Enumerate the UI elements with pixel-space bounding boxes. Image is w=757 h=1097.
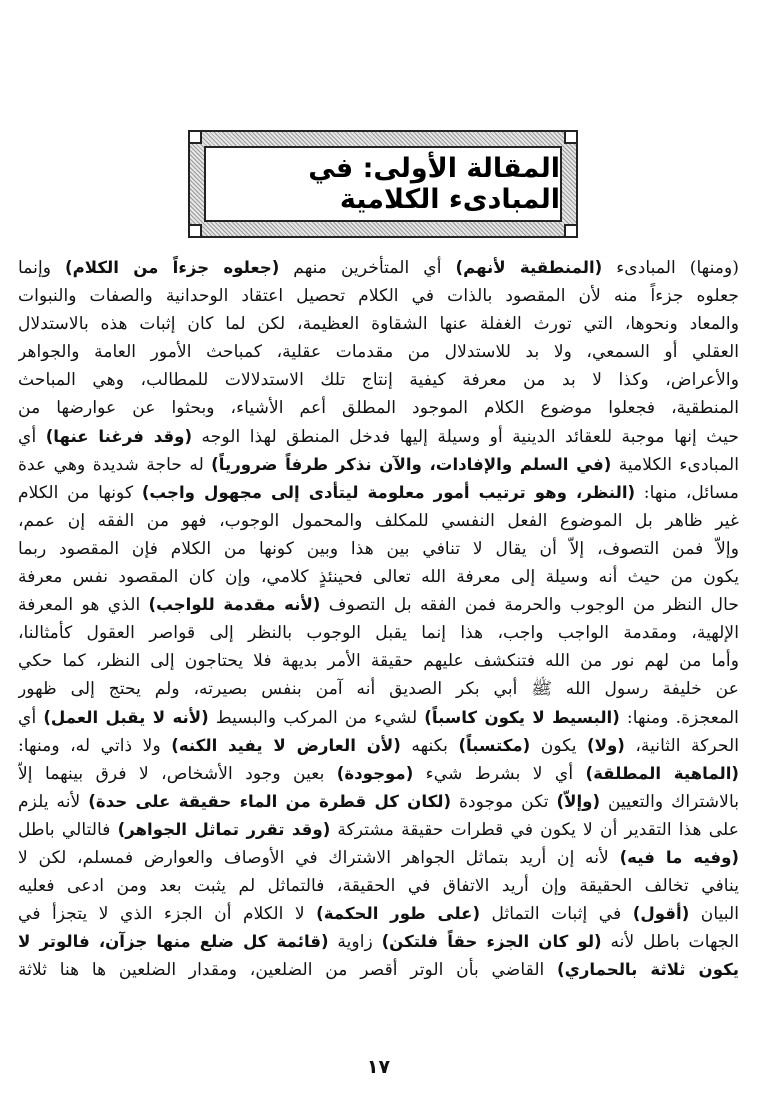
text-segment: عن خليفة رسول الله ﷺ أبي بكر الصديق أنه آمن بنفس بصيرته، ولم يحتج إلى ظهور [18, 679, 739, 700]
text-line [18, 844, 739, 872]
text-segment: حيث إنها موجبة للعقائد الدينية أو وسيلة إليها فدخل المنطق لهذا الوجه [192, 426, 739, 447]
text-segment: الجهات باطل لأنه [601, 932, 739, 953]
text-line [18, 647, 739, 675]
text-segment: لا الكلام أن الجزء الذي لا يتجزأ في [18, 904, 317, 925]
text-segment: أي [18, 707, 44, 728]
text-segment: بعين وجود الأشخاص، لا فرق بينهما إلاّ [18, 763, 337, 784]
bold-segment: (لو كان الجزء حقاً فلتكن) [381, 932, 602, 952]
text-line [18, 535, 739, 563]
text-segment: يكون من حيث أنه وسيلة إلى معرفة الله تعالى فحينئذٍ كلامي، وإن كان المقصود نفس معرفة [18, 567, 739, 588]
text-segment: تكن موجودة [451, 791, 557, 812]
text-segment: المنطقية، فجعلوا موضوع الكلام الموجود المطلق أعم الأشياء، وبحثوا عن عوارضها من [18, 398, 739, 419]
text-segment: والمعاد ونحوها، التي تورث الغفلة عنها الشقاوة العظيمة، لكن لما كان إثبات هذه بالاستدلال [18, 314, 739, 335]
title-frame [188, 130, 578, 238]
bold-segment: (قائمة كل ضلع منها جزآن، فالوتر لا [18, 932, 329, 952]
bold-segment: (ولا) [587, 735, 625, 755]
text-line [18, 507, 739, 535]
text-line [18, 619, 739, 647]
bold-segment: (على طور الحكمة) [316, 904, 481, 924]
text-segment: له حاجة شديدة وهي عدة [18, 454, 212, 475]
body-text [18, 254, 739, 984]
text-segment: كونها من الكلام [18, 482, 142, 503]
text-line [18, 254, 739, 282]
text-line [18, 704, 739, 732]
title-box [204, 146, 562, 222]
text-segment: في إثبات التماثل [480, 904, 633, 925]
text-segment: زاوية [328, 932, 382, 953]
text-line [18, 816, 739, 844]
text-line [18, 451, 739, 479]
text-segment: البيان [689, 904, 739, 925]
bold-segment: (في السلم والإفادات، والآن نذكر طرفاً ضرورياً) [211, 454, 612, 474]
text-segment: بكنهه [400, 735, 459, 756]
bold-segment: (جعلوه جزءاً من الكلام) [65, 258, 280, 277]
bold-segment: (الماهية المطلقة) [585, 763, 739, 783]
text-segment: وأما من لهم نور من الله فتنكشف عليهم حقيقة الأمر بديهة فلا يحتاجون إلى النظر، كما حكي [18, 651, 739, 672]
text-line [18, 928, 739, 956]
bold-segment: (وإلاّ) [556, 791, 601, 811]
text-line [18, 591, 739, 619]
text-segment: الحركة الثانية، [624, 735, 739, 756]
text-segment: على هذا التقدير أن لا يكون في قطرات حقيقة مشتركة [330, 819, 739, 840]
text-segment: فالتالي باطل [18, 819, 118, 840]
text-segment: (ومنها) المبادىء [602, 258, 739, 278]
bold-segment: (المنطقية لأنهم) [455, 258, 603, 277]
text-segment: أي [18, 426, 46, 447]
bold-segment: (لأن العارض لا يفيد الكنه) [171, 735, 401, 755]
text-line [18, 338, 739, 366]
text-segment: والأعراض، وكذا لا بد من معرفة كيفية إنتاج تلك الاستدلالات للمطالب، وهي المباحث [18, 370, 739, 391]
text-line [18, 900, 739, 928]
text-segment: أي المتأخرين منهم [279, 258, 456, 278]
text-segment: غير ظاهر بل الموضوع الفعل النفسي للمكلف والمحمول الوجوب، فهو من الفقه إن عمم، [18, 510, 739, 531]
text-segment: يكون [530, 735, 587, 756]
bold-segment: (أقول) [632, 904, 690, 924]
text-line [18, 788, 739, 816]
bold-segment: (لأنه لا يقبل العمل) [43, 707, 209, 727]
bold-segment: (النظر، وهو ترتيب أمور معلومة ليتأدى إلى مجهول واجب) [141, 482, 636, 502]
text-line [18, 310, 739, 338]
text-segment: المبادىء الكلامية [611, 454, 739, 475]
bold-segment: (مكتسباً) [458, 735, 531, 755]
text-line [18, 872, 739, 900]
text-segment: مسائل، منها: [635, 482, 739, 503]
text-segment: بالاشتراك والتعيين [600, 791, 739, 812]
text-line [18, 760, 739, 788]
text-segment: لأنه إن أريد بتماثل الجواهر الاشتراك في الأوصاف والعوارض فمسلم، لكن لا [18, 847, 620, 868]
text-line [18, 282, 739, 310]
text-segment: العقلي أو السمعي، ولا بد للاستدلال من مقدمات عقلية، كمباحث الأمور العامة والجواهر [18, 342, 739, 363]
page-number: ١٧ [366, 1056, 391, 1078]
text-segment: حال النظر من الوجوب والحرمة فمن الفقه بل التصوف [320, 595, 739, 616]
text-segment: أي لا بشرط شيء [413, 763, 586, 784]
text-segment: القاضي بأن الوتر أقصر من الضلعين، ومقدار الضلعين ها هنا ثلاثة [18, 960, 558, 981]
bold-segment: (وفيه ما فيه) [619, 847, 739, 867]
text-segment: الإلهية، ومقدمة الواجب واجب، هذا إنما يقبل الوجوب بالنظر إلى قواصر العقول كأمثالنا، [18, 623, 739, 644]
text-segment: المعجزة. ومنها: [619, 707, 739, 728]
text-line [18, 394, 739, 422]
text-line [18, 423, 739, 451]
text-line [18, 675, 739, 703]
bold-segment: (وقد تقرر تماثل الجواهر) [117, 819, 331, 839]
text-line [18, 366, 739, 394]
text-line [18, 563, 739, 591]
text-segment: وإلاّ فمن التصوف، إلاّ أن يقال لا تنافي بين هذا وبين كونها من الكلام فإن المقصود ربما [18, 538, 739, 559]
bold-segment: (موجودة) [336, 763, 414, 783]
bold-segment: (لأنه مقدمة للواجب) [148, 595, 321, 615]
text-segment: ولا ذاتي له، ومنها: [18, 735, 172, 756]
text-segment: لأنه يلزم [18, 791, 89, 812]
bold-segment: (لكان كل قطرة من الماء حقيقة على حدة) [88, 791, 452, 811]
text-segment: لشيء من المركب والبسيط [208, 707, 425, 728]
text-segment: ينافي تخالف الحقيقة وإن أريد الاتفاق في الحقيقة، فالتماثل لم يثبت بعد ومن ادعى فعليه [18, 876, 739, 897]
bold-segment: يكون ثلاثة بالحماري) [557, 960, 739, 980]
chapter-title: المقالة الأولى: في المبادىء الكلامية [308, 153, 560, 215]
text-line [18, 732, 739, 760]
text-line [18, 479, 739, 507]
text-line [18, 956, 739, 984]
text-segment: جعلوه جزءاً منه لأن المقصود بالذات في الكلام تحصيل اعتقاد الوحدانية والصفات والنبوات [18, 286, 739, 307]
text-segment: الذي هو المعرفة [18, 595, 149, 616]
text-segment: وإنما [18, 258, 65, 278]
bold-segment: (وقد فرغنا عنها) [45, 426, 193, 446]
bold-segment: (البسيط لا يكون كاسباً) [424, 707, 620, 727]
